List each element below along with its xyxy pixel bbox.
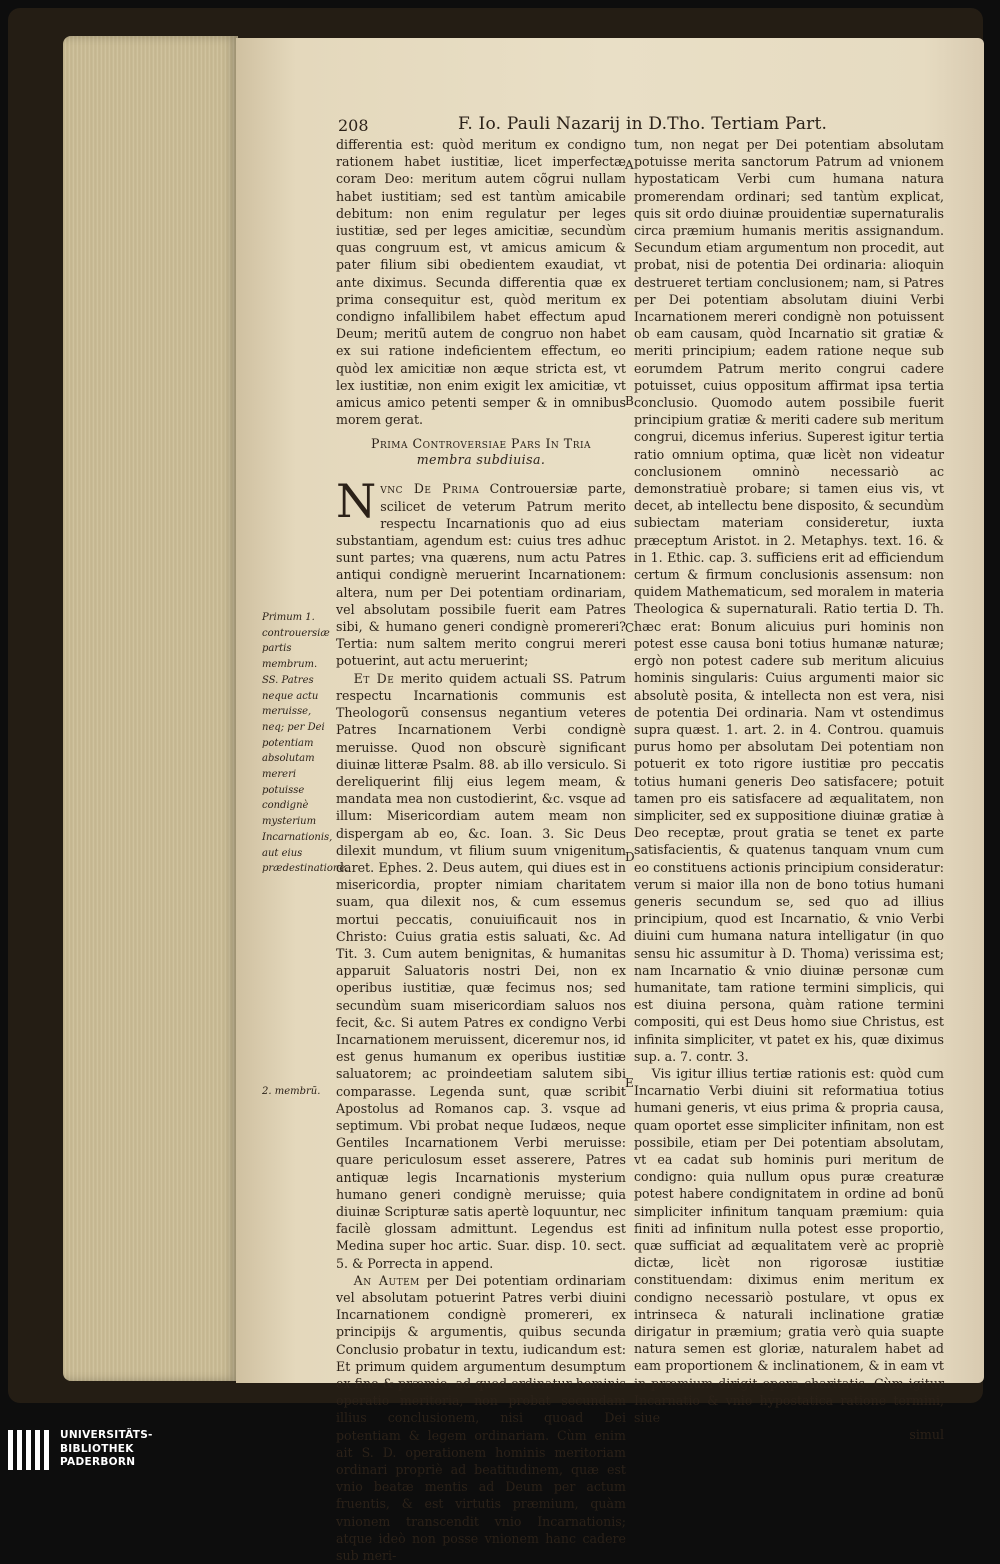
logo-line-3: PADERBORN [60,1456,136,1468]
library-logo-icon [8,1430,52,1470]
left-paragraph-2 [336,474,626,669]
right-paragraph-2: Vis igitur illius tertiæ rationis est: quòd cum Incarnatio Verbi diuini sit reformatiua totius humani generis, vt eius prima & propria causa, quam oportet esse simpliciter infinitam, non est possibile, etiam per Dei potentiam absolutam, vt ea cadat sub hominis puri meritum de condigno: quia nullum opus puræ creaturæ potest habere condignitatem in ordine ad bonũ simpliciter infinitum tanquam præmium: quia finiti ad infinitum nulla potest esse proportio, quæ sufficiat ad æqualitatem verè ac propriè dictæ, licèt non rigorosæ iustitiæ constituendam: diximus enim meritum ex condigno necessariò postulare, vt opus ex intrinseca & naturali inclinatione gratiæ dirigatur in præmium; gratia verò quia suapte natura semen est gloriæ, naturalem habet ad eam proportionem & inclinationem, & in eam vt in præmium dirigit opera charitatis. Cùm igitur Incarnatio & vnio hypostatica ratione termini, siue [634,1065,944,1426]
left-paragraph-3 [336,670,626,1272]
paragraph-text: per Dei potentiam ordinariam vel absolutam potuerint Patres verbi diuini Incarnationem condignè promereri, ex principijs & argumentis, quibus secunda Conclusio probatur in textu, iudicandum est: Et primum quidem argumentum desumptum ex fine & præmio, ad quod ordinatur hominis operatio meritoria, non probat secundam illius conclusionem, nisi quoad Dei potentiam & legem ordinariam. Cùm enim ait S. D. operationem hominis meritoriam ordinari propriè ad beatitudinem, quæ est vnio beatæ mentis ad Deum per actum fruentis, & est virtutis præmium, quàm vnionem transcendit vnio Incarnationis; atque ideò non posse vnionem hanc cadere sub meri- [336,1272,626,1564]
left-paragraph-4 [336,1272,626,1564]
right-column [634,136,944,1443]
library-logo-text [60,1429,153,1470]
paragraph-text: Controuersiæ parte, scilicet de veterum Patrum merito respectu Incarnationis quo ad eius substantiam, agendum est: cuius tres adhuc sunt partes; vna quærens, num actu Patres antiqui condignè meruerint Incarnationem: altera, num per Dei potentiam ordinariam, vel absolutam possibile fuerit eam Patres sibi, & humano generi condignè promereri? Tertia: num saltem merito congrui mereri potuerint, aut actu meruerint; [336,481,626,669]
paragraph-lead: vnc De Prima [380,481,480,497]
running-title: F. Io. Pauli Nazarij in D.Tho. Tertiam Part. [458,114,828,134]
left-paragraph-1: differentia est: quòd meritum ex condigno rationem habet iustitiæ, licet imperfectæ coram Deo: meritum autem cõgrui nullam habet iustitiam; sed est tantùm amicabile debitum: non enim regulatur per leges iustitiæ, sed per leges amicitiæ, secundùm quas congruum est, vt amicus amicum & pater filium sibi obedientem exaudiat, vt ante diximus. Secunda differentia quæ ex prima consequitur est, quòd meritum ex condigno infallibilem habet effectum apud Deum; meritũ autem de congruo non habet ex sui ratione indeficientem effectum, eo quòd lex amicitiæ non æque stricta est, vt lex iustitiæ, non enim exigit lex amicitiæ, vt amicus amico petenti semper & in omnibus morem gerat. [336,137,626,428]
book-fore-edge [63,36,238,1381]
margin-note-2: 2. membrũ. [262,1086,321,1097]
heading-line-2: membra subdiuisa. [416,452,546,468]
logo-line-2: BIBLIOTHEK [60,1442,134,1455]
paragraph-lead: An Autem [353,1272,420,1288]
drop-cap: N [336,474,377,529]
heading-line-1: Prima Controversiae Pars In Tria [370,436,592,452]
library-logo [8,1428,208,1472]
page-number: 208 [338,116,369,135]
margin-note-1: Primum 1. controuersiæ partis membrum. SS. Patres neque actu meruisse, neq; per Dei potentiam absolutam mereri potuisse condignè mysterium Incarnationis, aut eius prædestinatione. [262,612,349,875]
logo-line-1: UNIVERSITÄTS- [60,1429,153,1441]
section-letter-e: E [625,1076,634,1090]
left-column [336,136,626,1564]
section-letter-a: A [625,158,634,172]
section-letter-c: C [625,621,635,635]
section-letter-d: D [625,850,635,864]
paragraph-text: merito quidem actuali SS. Patrum respectu Incarnationis communis est Theologorũ consensus negantium veteres Patres Incarnationem Verbi condignè meruisse. Quod non obscurè significant diuinæ litteræ Psalm. 88. ab illo versiculo. Si dereliquerint filij eius legem meam, & mandata mea non custodierint, &c. vsque ad illum: Misericordiam autem meam non dispergam ab eo, &c. Ioan. 3. Sic Deus dilexit mundum, vt filium suum vnigenitum daret. Ephes. 2. Deus autem, qui diues est in misericordia, propter nimiam charitatem suam, qua dilexit nos, & cum essemus mortui peccatis, conuiuificauit nos in Christo: Cuius gratia estis saluati, &c. Ad Tit. 3. Cum autem benignitas, & humanitas apparuit Saluatoris nostri Dei, non ex operibus iustitiæ, quæ fecimus nos; sed secundùm suam misericordiam saluos nos fecit, &c. Si autem Patres ex condigno Verbi Incarnationem meruissent, diceremur nos, id est genus humanum ex operibus iustitiæ saluatorem; ac proindeetiam salutem sibi comparasse. Legenda sunt, quæ scribit Apostolus ad Romanos cap. 3. vsque ad septimum. Vbi probat neque Iudæos, neque Gentiles Incarnationem Verbi meruisse: quare periculosum esset asserere, Patres antiquæ legis Incarnationis mysterium humano generi condignè meruisse; quia diuinæ Scripturæ satis apertè loquuntur, nec facilè glossam admittunt. Legendus est Medina super hoc artic. Suar. disp. 10. sect. 5. & Porrecta in append. [336,670,626,1271]
book-page [236,38,984,1564]
section-heading [336,436,626,468]
section-letter-b: B [625,394,634,408]
catchword: simul [909,1427,944,1443]
right-paragraph-1: tum, non negat per Dei potentiam absolutam potuisse merita sanctorum Patrum ad vnionem hypostaticam Verbi cum humana natura promerendam ordinari; sed tantùm explicat, quis sit ordo diuinæ prouidentiæ supernaturalis circa præmium humanis meritis assignandum. Secundum etiam argumentum non procedit, aut probat, nisi de potentia Dei ordinaria: alioquin destrueret tertiam conclusionem; nam, si Patres per Dei potentiam absolutam diuini Verbi Incarnationem mereri condignè non potuissent ob eam causam, quòd Incarnatio sit gratiæ & meriti principium; eadem ratione neque sub eorumdem Patrum merito congrui cadere potuisset, cuius oppositum affirmat ipsa tertia conclusio. Quomodo autem possibile fuerit principium gratiæ & meriti cadere sub meritum congrui, dicemus inferius. Superest igitur tertia ratio omnium optima, quæ licèt non videatur conclusionem omninò necessariò ac demonstratiuè probare; si tamen eius vis, vt decet, ab intellectu bene disposito, & secundùm subiectam materiam consideretur, iuxta præceptum Aristot. in 2. Metaphys. text. 16. & in 1. Ethic. cap. 3. sufficiens erit ad efficiendum certum & firmum conclusionis assensum: non quidem Mathematicum, sed moralem in materia Theologica & supernaturali. Ratio tertia D. Th. hæc erat: Bonum alicuius puri hominis non potest esse causa boni totius humanæ naturæ; ergò non potest cadere sub meritum alicuius hominis singularis: Cuius argumenti maior sic absolutè posita, & intellecta non est vera, nisi de potentia Dei ordinaria. Nam vt ostendimus supra quæst. 1. art. 2. in 4. Controu. quamuis purus homo per absolutam Dei potentiam non potuerit ex toto rigore iustitiæ pro peccatis totius humani generis Deo satisfacere; potuit tamen pro eis satisfacere ad æqualitatem, non simpliciter, sed ex suppositione diuinæ gratiæ à Deo receptæ, prout gratia se tenet ex parte satisfacientis, & quatenus tanquam vnum cum eo constituens actionis principium consideratur: verum si maior illa non de bono totius humani generis secundum se, sed quo ad illius principium, quod est Incarnatio, & vnio Verbi diuini cum humana natura intelligatur (in quo sensu hic assumitur à D. Thoma) verissima est; nam Incarnatio & vnio diuinæ personæ cum humanitate, tam ratione termini simplicis, qui est diuina persona, quàm ratione termini compositi, qui est Deus homo siue Christus, est infinita simpliciter, vt patet ex his, quæ diximus sup. a. 7. contr. 3. [634,137,944,1064]
paragraph-lead: Et De [353,670,395,686]
